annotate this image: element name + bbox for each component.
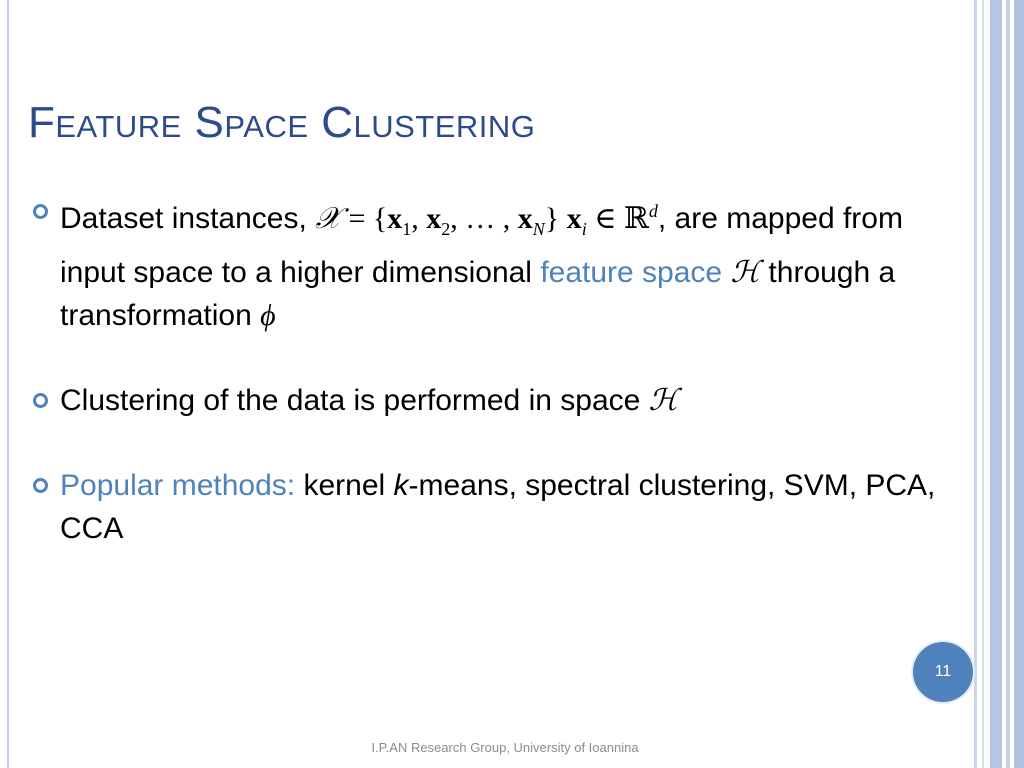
- math-text: ∈ ℝ: [586, 202, 649, 235]
- math-text: = {: [340, 202, 388, 235]
- stripe: [1006, 0, 1010, 768]
- highlight-text: feature space: [540, 256, 731, 289]
- math-subscript: i: [581, 219, 587, 239]
- stripe: [1014, 0, 1024, 768]
- bullet-circle-icon: [33, 478, 48, 493]
- math-vector: x: [566, 202, 582, 235]
- math-subscript: N: [532, 219, 545, 239]
- bullet-dataset-instances: [30, 190, 960, 337]
- bullet-clustering-space: [30, 379, 960, 422]
- math-feature-space-symbol: ℋ: [648, 384, 679, 417]
- page-number-badge: 11: [913, 642, 973, 702]
- stripe: [982, 0, 984, 768]
- math-text: , … ,: [450, 202, 518, 235]
- math-text: ,: [411, 202, 427, 235]
- right-decorative-stripes: [974, 0, 1024, 768]
- left-decorative-rule: [7, 0, 9, 768]
- italic-text: k: [393, 469, 409, 502]
- math-subscript: 2: [441, 219, 451, 239]
- math-vector: x: [426, 202, 442, 235]
- highlight-text: Popular methods:: [60, 469, 296, 502]
- bullet-text: kernel: [295, 469, 394, 502]
- footer-text: I.P.AN Research Group, University of Ioannina: [371, 740, 639, 755]
- stripe: [974, 0, 977, 768]
- math-subscript: 1: [402, 219, 412, 239]
- bullet-text: through a transformation: [60, 256, 896, 332]
- bullet-text: -means, spectral clustering, SVM, PCA, CCA: [60, 469, 936, 545]
- math-superscript: d: [648, 201, 658, 221]
- bullet-circle-icon: [33, 204, 48, 219]
- bullet-text: , are mapped from input space to a higher dimensional: [60, 202, 903, 289]
- bullet-circle-icon: [33, 393, 48, 408]
- math-dataset-symbol: 𝒳: [315, 202, 341, 235]
- bullet-text: Clustering of the data is performed in space: [60, 384, 649, 417]
- math-vector: x: [517, 202, 533, 235]
- math-transformation-symbol: ϕ: [260, 299, 276, 332]
- bullet-popular-methods: [30, 464, 960, 550]
- slide-title: Feature Space Clustering: [28, 98, 536, 147]
- math-vector: x: [387, 202, 403, 235]
- bullet-list: [30, 190, 960, 592]
- stripe: [990, 0, 1002, 768]
- math-text: }: [544, 202, 567, 235]
- bullet-text: Dataset instances,: [60, 202, 316, 235]
- math-feature-space-symbol: ℋ: [730, 256, 761, 289]
